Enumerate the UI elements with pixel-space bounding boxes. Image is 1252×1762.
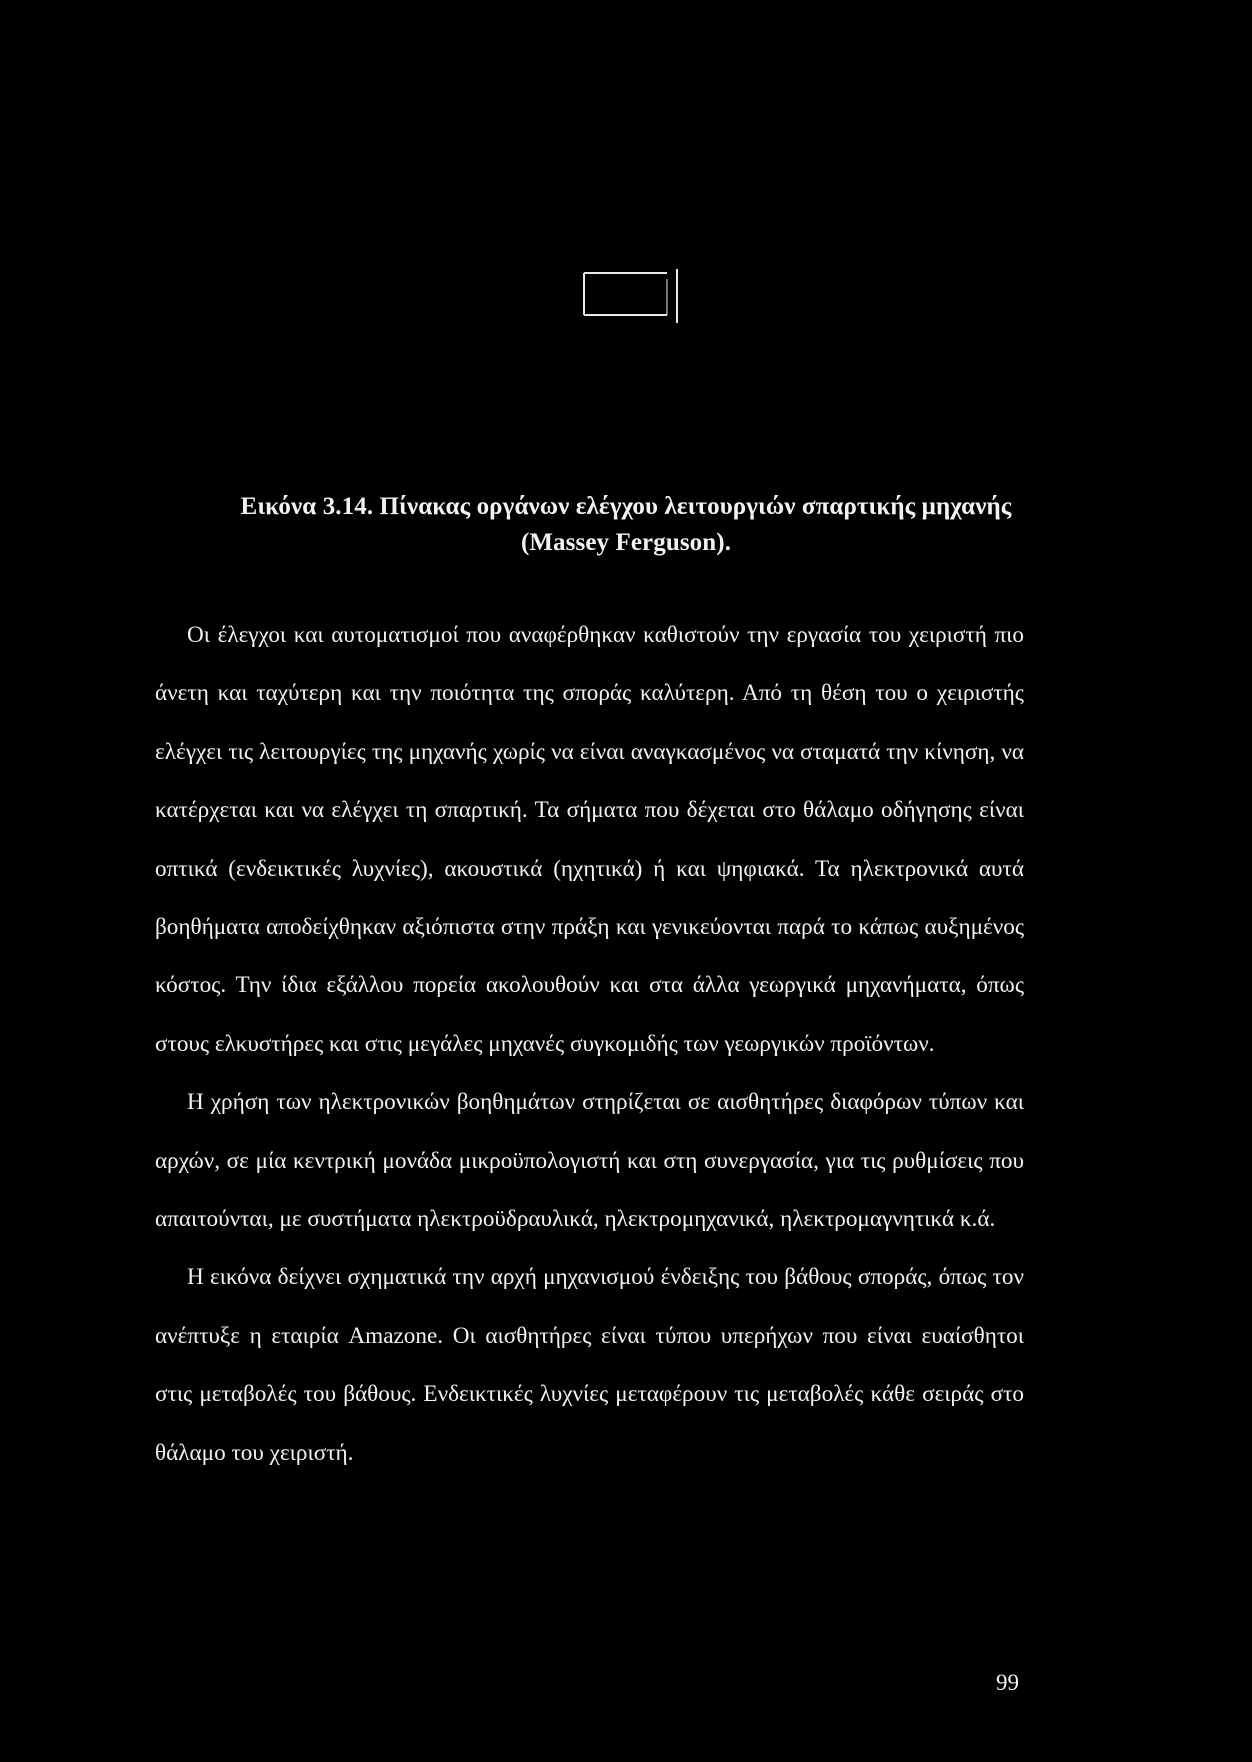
figure-caption-title: Εικόνα 3.14. Πίνακας οργάνων ελέγχου λειτουργιών σπαρτικής μηχανής <box>240 493 1012 520</box>
figure-caption-source: (Massey Ferguson). <box>520 529 732 556</box>
figure-image-placeholder <box>581 269 679 325</box>
paragraph: Οι έλεγχοι και αυτοματισμοί που αναφέρθηκαν καθιστούν την εργασία του χειριστή πιο άνετη και ταχύτερη και την ποιότητα της σποράς καλύτερη. Από τη θέση του ο χειριστής ελέγχει τις λειτουργίες της μηχανής χωρίς να είναι αναγκασμένος να σταματά την κίνηση, να κατέρχεται και να ελέγχει τη σπαρτική. Τα σήματα που δέχεται στο θάλαμο οδήγησης είναι οπτικά (ενδεικτικές λυχνίες), ακουστικά (ηχητικά) ή και ψηφιακά. Τα ηλεκτρονικά αυτά βοηθήματα αποδείχθηκαν αξιόπιστα στην πράξη και γενικεύονται παρά το κάπως αυξημένος κόστος. Την ίδια εξάλλου πορεία ακολουθούν και στα άλλα γεωργικά μηχανήματα, όπως στους ελκυστήρες και στις μεγάλες μηχανές συγκομιδής των γεωργικών προϊόντων. <box>155 622 1024 1057</box>
image-frame-icon <box>581 269 679 325</box>
paragraph: Η εικόνα δείχνει σχηματικά την αρχή μηχανισμού ένδειξης του βάθους σποράς, όπως τον ανέπτυξε η εταιρία Amazone. Οι αισθητήρες είναι τύπου υπερήχων που είναι ευαίσθητοι στις μεταβολές του βάθους. Ενδεικτικές λυχνίες μεταφέρουν τις μεταβολές κάθε σειράς στο θάλαμο του χειριστή. <box>155 1264 1024 1466</box>
page-number: 99 <box>996 1670 1019 1695</box>
paragraph: Η χρήση των ηλεκτρονικών βοηθημάτων στηρίζεται σε αισθητήρες διαφόρων τύπων και αρχών, σε μία κεντρική μονάδα μικροϋπολογιστή και στη συνεργασία, για τις ρυθμίσεις που απαιτούνται, με συστήματα ηλεκτροϋδραυλικά, ηλεκτρομηχανικά, ηλεκτρομαγνητικά κ.ά. <box>155 1089 1024 1233</box>
body-text <box>155 606 1024 1482</box>
